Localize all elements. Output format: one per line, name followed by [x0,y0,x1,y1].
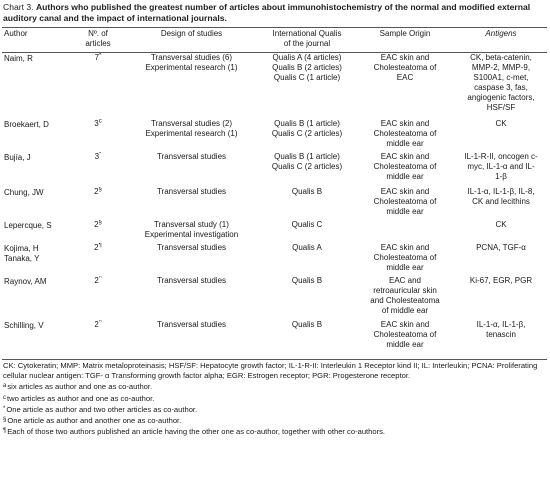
sample-origin-cell: EAC skin and Cholesteatoma of middle ear [373,151,437,181]
design-cell: Transversal studies [124,320,259,360]
sample-origin-cell: EAC skin and Cholesteatoma of middle ear [373,242,437,272]
article-count-cell: 2^ [72,320,124,360]
qualis-cell: Qualis B [259,320,355,360]
footnote-list [3,381,548,437]
author-cell: Lepercque, S [4,220,52,230]
qualis-cell: Qualis B (1 article) Qualis C (2 articles) [271,151,343,171]
table-row [2,187,547,220]
design-cell: Transversal studies [156,151,227,161]
qualis-cell: Qualis B [291,186,323,196]
abbreviations-note: CK: Cytokeratin; MMP: Matrix metaloproteinasis; HSF/SF: Hepatocyte growth factor; IL-1-R-II: Interleukin 1 Receptor kind II; IL: Interleukin; PCNA: Proliferating cellular nuclear antigen: TGF- α Transforming growth factor alpha; EGR: Estrogen receptor; PGR: Progesterone receptor. [3,361,538,381]
sample-origin-cell: EAC skin and Cholesteatoma of middle ear [355,320,455,360]
design-cell: Transversal studies (6) Experimental research (1) [145,53,238,72]
article-count-cell: 2¶ [94,242,102,252]
sample-origin-cell [355,220,455,243]
sample-origin-cell: EAC skin and Cholesteatoma of middle ear [373,118,437,148]
table-row [2,243,547,276]
table-header-row [2,28,547,53]
antigens-cell: CK [495,118,507,128]
article-count-cell: 2§ [94,219,102,229]
author-cell: Kojima, H Tanaka, Y [4,243,40,263]
header-author: Author [2,28,72,53]
author-cell: Naim, R [4,54,33,63]
footnote: §One article as author and another one as co-author. [3,416,182,426]
footnote: *One article as author and two other articles as co-author. [3,404,198,414]
antigens-cell: IL-1-α, IL-1-β, tenascin [455,320,547,360]
qualis-cell: Qualis A (4 articles) Qualis B (2 articles) Qualis C (1 article) [272,53,342,82]
table-notes [3,361,548,437]
header-qualis: International Qualis of the journal [259,28,355,53]
table-row [2,53,547,119]
article-count-cell: 2^ [94,275,102,285]
design-cell: Transversal studies [156,242,227,252]
footnote: $^c$two articles as author and one as co-author. [3,393,155,403]
article-count-cell: $7^ª$ [94,52,102,62]
antigens-cell: IL-1-α, IL-1-β, IL-8, CK and lecithins [467,186,535,206]
authors-table [2,27,547,360]
design-cell: Transversal studies (2) Experimental research (1) [145,118,238,138]
footnote: ¶Each of those two authors published an article having the other one as co-author, together with other co-authors. [3,427,386,437]
table-row [2,119,547,152]
antigens-cell: IL-1-R-II, oncogen c- myc, IL-1-α and IL- 1-β [464,151,538,181]
header-antigens: Antigens [455,28,547,53]
author-cell: Raynov, AM [4,276,47,286]
article-count-cell: 3$^c$ [94,118,102,128]
table-body [2,53,547,360]
author-cell: Bujía, J [4,152,31,162]
antigens-cell: PCNA, TGF-α [476,242,526,252]
author-cell: Chung, JW [4,187,44,197]
article-count-cell: 2§ [94,186,102,196]
author-cell: Schilling, V [2,320,72,360]
antigens-cell: CK, beta-catenin, MMP-2, MMP-9, S100A1, c-met, caspase 3, fas, angiogenic factors, HSF/SF [467,53,535,112]
design-cell: Transversal studies [156,186,227,196]
table-row [2,220,547,243]
header-design: Design of studies [124,28,259,53]
article-count-cell: 3* [94,151,102,161]
sample-origin-cell: EAC and retroauricular skin and Cholesteatoma of middle ear [370,275,440,315]
qualis-cell: Qualis B (1 article) Qualis C (2 articles) [271,118,343,138]
sample-origin-cell: EAC skin and Cholesteatoma of middle ear [373,186,437,216]
sample-origin-cell: EAC skin and Cholesteatoma of EAC [373,53,437,82]
design-cell: Transversal studies [156,275,227,285]
table-row [2,152,547,187]
caption-title: Authors who published the greatest number of articles about immunohistochemistry of the normal and modified external auditory canal and the impact of international journals. [3,2,531,23]
qualis-cell: Qualis C [291,219,323,229]
author-cell: Broekaert, D [4,119,49,129]
antigens-cell: CK [495,219,507,229]
antigens-cell: Ki-67, EGR, PGR [469,275,533,285]
qualis-cell: Qualis A [292,242,322,252]
caption-label: Chart 3. [3,2,36,12]
qualis-cell: Qualis B [291,275,323,285]
table-row [2,276,547,320]
header-article-count: Nº. of articles [72,28,124,53]
design-cell: Transversal study (1) Experimental investigation [144,219,239,239]
header-sample-origin: Sample Origin [355,28,455,53]
table-row [2,320,547,360]
table-caption [3,2,547,24]
footnote: $^a$six articles as author and one as co-author. [3,382,153,392]
